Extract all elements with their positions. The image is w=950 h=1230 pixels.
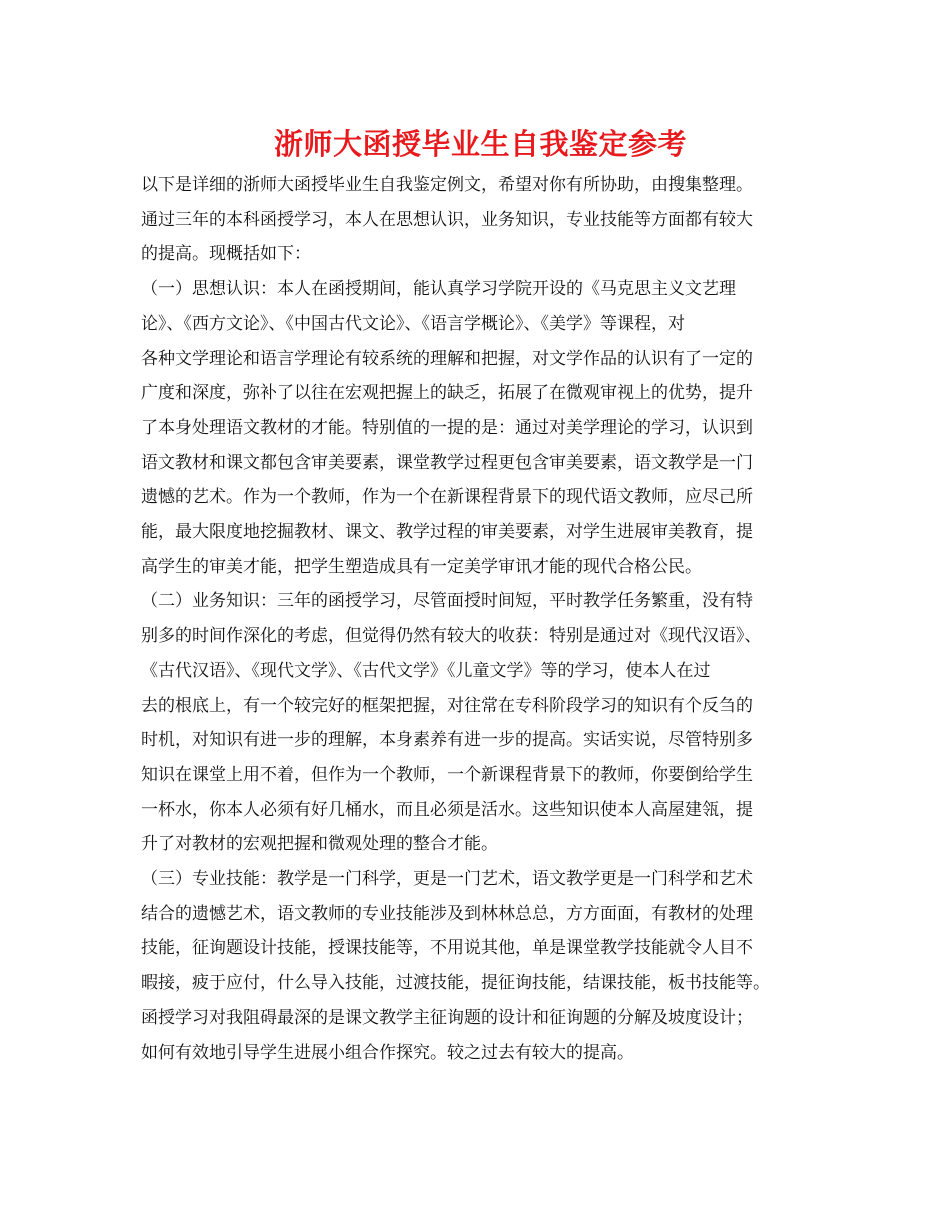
body-line: 各种文学理论和语言学理论有较系统的理解和把握，对文学作品的认识有了一定的 <box>141 348 753 369</box>
body-line: 的提高。现概括如下： <box>141 244 311 265</box>
body-line: 一杯水，你本人必须有好几桶水，而且必须是活水。这些知识使本人高屋建瓴，提 <box>141 799 753 820</box>
body-line: 高学生的审美才能，把学生塑造成具有一定美学审讯才能的现代合格公民。 <box>141 556 702 577</box>
body-line: 如何有效地引导学生进展小组合作探究。较之过去有较大的提高。 <box>141 1042 634 1063</box>
body-line: 遗憾的艺术。作为一个教师，作为一个在新课程背景下的现代语文教师，应尽己所 <box>141 487 753 508</box>
body-line: 去的根底上，有一个较完好的框架把握，对往常在专科阶段学习的知识有个反刍的 <box>141 695 753 716</box>
body-line: （三）专业技能：教学是一门科学，更是一门艺术，语文教学更是一门科学和艺术 <box>141 869 753 890</box>
document-title: 浙师大函授毕业生自我鉴定参考 <box>273 127 687 161</box>
document-body <box>141 168 820 1070</box>
body-line: 暇接，疲于应付，什么导入技能，过渡技能，提征询技能，结课技能，板书技能等。 <box>141 973 770 994</box>
body-line: 结合的遗憾艺术，语文教师的专业技能涉及到林林总总，方方面面，有教材的处理 <box>141 903 753 924</box>
body-line: 语文教材和课文都包含审美要素，课堂教学过程更包含审美要素，语文教学是一门 <box>141 452 753 473</box>
body-line: 知识在课堂上用不着，但作为一个教师，一个新课程背景下的教师，你要倒给学生 <box>141 764 753 785</box>
body-line: 函授学习对我阻碍最深的是课文教学主征询题的设计和征询题的分解及坡度设计； <box>141 1007 753 1028</box>
body-line: 以下是详细的浙师大函授毕业生自我鉴定例文，希望对你有所协助，由搜集整理。 <box>141 175 753 195</box>
body-line: 《古代汉语》、《现代文学》、《古代文学》《儿童文学》等的学习，使本人在过 <box>141 660 711 681</box>
body-line: 通过三年的本科函授学习，本人在思想认识，业务知识，专业技能等方面都有较大 <box>141 209 753 230</box>
body-line: 广度和深度，弥补了以往在宏观把握上的缺乏，拓展了在微观审视上的优势，提升 <box>141 383 753 404</box>
body-line: 论》、《西方文论》、《中国古代文论》、《语言学概论》、《美学》等课程，对 <box>141 313 685 334</box>
body-line: （一）思想认识：本人在函授期间，能认真学习学院开设的《马克思主义文艺理 <box>141 279 736 300</box>
body-line: 技能，征询题设计技能，授课技能等，不用说其他，单是课堂教学技能就令人目不 <box>141 938 753 959</box>
body-line: 能，最大限度地挖掘教材、课文、教学过程的审美要素，对学生进展审美教育，提 <box>141 522 753 543</box>
body-line: （二）业务知识：三年的函授学习，尽管面授时间短，平时教学任务繁重，没有特 <box>141 591 753 612</box>
body-line: 别多的时间作深化的考虑，但觉得仍然有较大的收获：特别是通过对《现代汉语》、 <box>141 626 762 647</box>
body-line: 时机，对知识有进一步的理解，本身素养有进一步的提高。实话实说，尽管特别多 <box>141 730 753 751</box>
body-line: 升了对教材的宏观把握和微观处理的整合才能。 <box>141 834 498 855</box>
body-line: 了本身处理语文教材的才能。特别值的一提的是：通过对美学理论的学习，认识到 <box>141 417 753 438</box>
